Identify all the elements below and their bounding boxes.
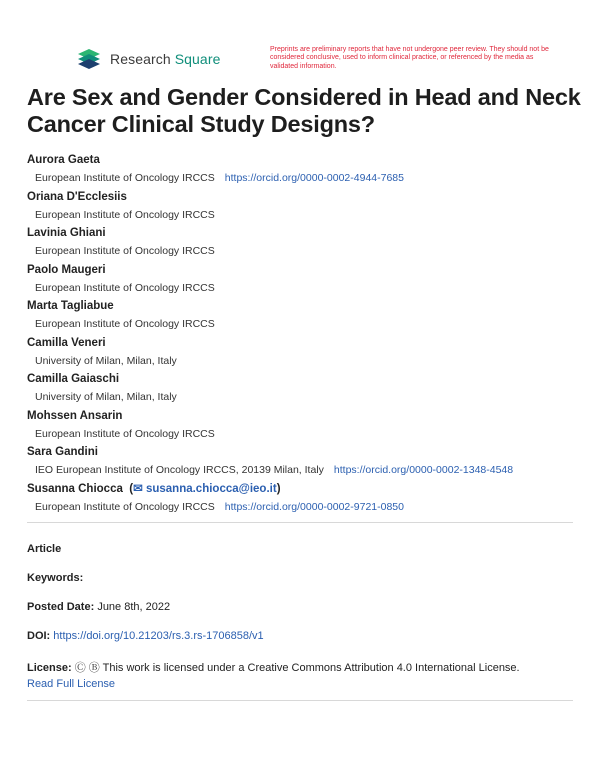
author-name: Marta Tagliabue bbox=[27, 300, 114, 312]
envelope-icon: ✉ bbox=[133, 482, 143, 495]
author-affiliation: University of Milan, Milan, Italy bbox=[35, 391, 177, 403]
author-entry bbox=[27, 153, 587, 190]
paper-title: Are Sex and Gender Considered in Head and Neck Cancer Clinical Study Designs? bbox=[27, 84, 581, 137]
author-affiliation: European Institute of Oncology IRCCS bbox=[35, 318, 215, 330]
email-address: susanna.chiocca@ieo.it bbox=[145, 482, 277, 495]
author-affiliation: University of Milan, Milan, Italy bbox=[35, 354, 177, 367]
doi bbox=[27, 630, 264, 642]
research-square-logo-icon bbox=[76, 48, 102, 70]
cc-by-icon: Ⓒ Ⓑ bbox=[74, 662, 100, 674]
doi-link[interactable]: https://doi.org/10.21203/rs.3.rs-1706858/v1 bbox=[53, 630, 264, 642]
logo-word-research: Research bbox=[110, 51, 171, 67]
author-name: Aurora Gaeta bbox=[27, 154, 100, 166]
posted-date-value: June 8th, 2022 bbox=[97, 601, 171, 613]
author-name: Paolo Maugeri bbox=[27, 263, 106, 276]
author-affiliation: European Institute of Oncology IRCCS bbox=[35, 208, 215, 221]
preprint-notice: Preprints are preliminary reports that have not undergone peer review. They should not be considered conclusive, used to inform clinical practice, or referenced by the media as validated information. bbox=[270, 46, 549, 70]
posted-date bbox=[27, 601, 170, 613]
author-affiliation: IEO European Institute of Oncology IRCCS, 20139 Milan, Italy bbox=[35, 464, 324, 476]
article-type-value: Article bbox=[27, 543, 62, 555]
header bbox=[76, 46, 586, 76]
author-affiliation: European Institute of Oncology IRCCS bbox=[35, 500, 215, 513]
author-name: Lavinia Ghiani bbox=[27, 227, 106, 239]
author-affiliation: European Institute of Oncology IRCCS bbox=[35, 427, 215, 440]
author-entry bbox=[27, 299, 587, 336]
author-entry bbox=[27, 263, 587, 300]
orcid-link[interactable]: https://orcid.org/0000-0002-4944-7685 bbox=[224, 172, 404, 184]
orcid-link[interactable]: https://orcid.org/0000-0002-9721-0850 bbox=[224, 500, 404, 513]
author-entry bbox=[27, 482, 587, 519]
author-name: Mohssen Ansarin bbox=[27, 409, 123, 422]
author-entry bbox=[27, 226, 587, 263]
keywords bbox=[27, 572, 83, 584]
author-entry bbox=[27, 336, 587, 373]
divider-top bbox=[27, 522, 573, 523]
author-name: Sara Gandini bbox=[27, 446, 98, 458]
read-full-license-link[interactable]: Read Full License bbox=[27, 678, 116, 690]
author-name: Camilla Gaiaschi bbox=[27, 373, 120, 385]
doi-label: DOI: bbox=[27, 630, 51, 642]
author-name-with-email: Susanna Chiocca (✉ susanna.chiocca@ieo.it) bbox=[27, 482, 281, 495]
author-entry bbox=[27, 445, 587, 482]
author-affiliation: European Institute of Oncology IRCCS bbox=[35, 172, 215, 184]
email-link[interactable] bbox=[133, 483, 277, 495]
author-entry bbox=[27, 372, 587, 409]
author-affiliation: European Institute of Oncology IRCCS bbox=[35, 245, 215, 257]
license bbox=[27, 660, 520, 692]
author-name: Camilla Veneri bbox=[27, 336, 106, 349]
author-affiliation: European Institute of Oncology IRCCS bbox=[35, 281, 215, 294]
author-entry bbox=[27, 190, 587, 227]
author-name: Oriana D'Ecclesiis bbox=[27, 190, 127, 203]
article-type bbox=[27, 543, 61, 555]
author-name: Susanna Chiocca bbox=[27, 482, 123, 495]
logo-text bbox=[110, 51, 220, 67]
author-list bbox=[27, 153, 587, 518]
logo-word-square: Square bbox=[174, 51, 221, 67]
orcid-link[interactable]: https://orcid.org/0000-0002-1348-4548 bbox=[333, 464, 514, 476]
research-square-logo[interactable] bbox=[76, 48, 220, 70]
posted-date-label: Posted Date: bbox=[27, 601, 95, 613]
author-entry bbox=[27, 409, 587, 446]
divider-bottom bbox=[27, 700, 573, 701]
license-label: License: bbox=[27, 662, 72, 674]
license-text: This work is licensed under a Creative Commons Attribution 4.0 International License. bbox=[102, 662, 520, 674]
keywords-label: Keywords: bbox=[27, 572, 84, 584]
